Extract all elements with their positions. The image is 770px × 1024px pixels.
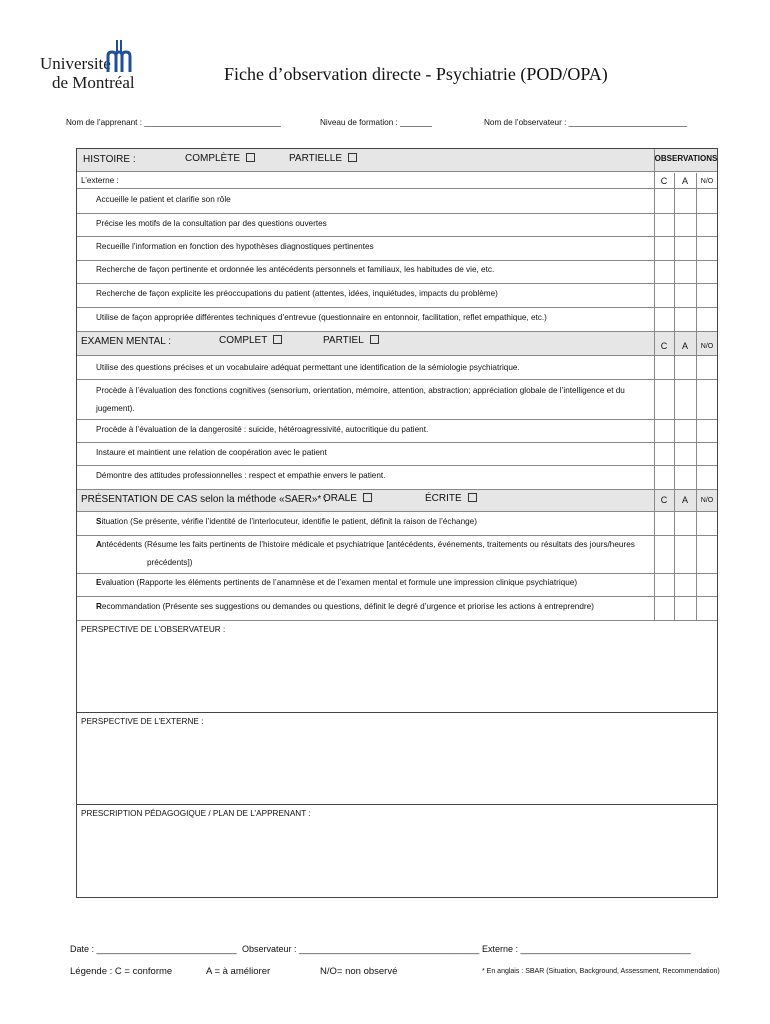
- saer-letter: R: [96, 602, 102, 611]
- col-c-label: C: [660, 341, 668, 351]
- histoire-complete-label: COMPLÈTE: [185, 153, 241, 164]
- saer-item-r: [96, 602, 594, 611]
- saer-footnote: * En anglais : SBAR (Situation, Background, Assessment, Recommendation): [482, 968, 720, 975]
- row-line: [77, 712, 717, 713]
- histoire-item: Précise les motifs de la consultation par des questions ouvertes: [96, 219, 327, 228]
- saer-item-e: [96, 578, 577, 587]
- checkbox-icon[interactable]: [363, 493, 372, 502]
- examen-complet-label: COMPLET: [219, 335, 268, 346]
- student-perspective-label: PERSPECTIVE DE L’EXTERNE :: [81, 717, 204, 726]
- saer-text: ituation (Se présente, vérifie l’identité de l’interlocuteur, identifie le patient, définit la raison de l’échange): [101, 517, 477, 526]
- row-line: [77, 307, 717, 308]
- saer-text: valuation (Rapporte les éléments pertinents de l’anamnèse et de l’examen mental et formule une impression clinique psychiatrique): [101, 578, 578, 587]
- examen-partiel-label: PARTIEL: [323, 335, 364, 346]
- logo-line2: de Montréal: [52, 73, 135, 92]
- histoire-item: Recherche de façon explicite les préoccupations du patient (attentes, idées, inquiétudes, impacts du problème): [96, 289, 498, 298]
- presentation-orale-option[interactable]: [323, 493, 372, 504]
- checkbox-icon[interactable]: [246, 153, 255, 162]
- row-line: [77, 489, 717, 490]
- row-line: [77, 596, 717, 597]
- prescription-label: PRESCRIPTION PÉDAGOGIQUE / PLAN DE L’APPRENANT :: [81, 809, 311, 818]
- examen-header-bg: [77, 331, 717, 355]
- row-line: [77, 188, 717, 189]
- checkbox-icon[interactable]: [273, 335, 282, 344]
- examen-item-cont: jugement).: [96, 404, 135, 413]
- saer-item-s: [96, 517, 477, 526]
- histoire-partielle-label: PARTIELLE: [289, 153, 342, 164]
- col-a-label: A: [681, 341, 688, 351]
- row-line: [77, 620, 717, 621]
- legend-ameliorer: A = à améliorer: [206, 966, 271, 977]
- col-na-label: N/O: [700, 178, 714, 185]
- checkbox-icon[interactable]: [370, 335, 379, 344]
- checkbox-icon[interactable]: [468, 493, 477, 502]
- footer-observer-field[interactable]: Observateur : ____________________________________: [242, 944, 480, 954]
- row-line: [77, 379, 717, 380]
- row-line: [77, 236, 717, 237]
- university-logo: [40, 40, 140, 100]
- examen-item: Procède à l’évaluation de la dangerosité : suicide, hétéroagressivité, autocritique du patient.: [96, 425, 429, 434]
- row-line: [77, 804, 717, 805]
- examen-item: Procède à l’évaluation des fonctions cognitives (sensorium, orientation, mémoire, attention, abstraction; appréciation globale de l’intelligence et du: [96, 386, 625, 395]
- examen-item: Démontre des attitudes professionnelles : respect et empathie envers le patient.: [96, 471, 386, 480]
- col-na-label: N/O: [700, 343, 714, 350]
- histoire-partielle-option[interactable]: [289, 153, 357, 164]
- row-line: [77, 442, 717, 443]
- histoire-item: Recherche de façon pertinente et ordonnée les antécédents personnels et familiaux, les habitudes de vie, etc.: [96, 265, 495, 274]
- histoire-header-bg: [77, 149, 717, 171]
- saer-letter: A: [96, 540, 102, 549]
- document-title: Fiche d’observation directe - Psychiatrie (POD/OPA): [224, 64, 608, 84]
- logo-line1: Université: [40, 54, 111, 73]
- prescription-area[interactable]: [77, 822, 717, 896]
- histoire-subhead: L’externe :: [81, 176, 119, 185]
- col-c-label: C: [660, 495, 668, 505]
- examen-item: Instaure et maintient une relation de coopération avec le patient: [96, 448, 327, 457]
- observation-table: [76, 148, 718, 898]
- row-line: [77, 465, 717, 466]
- examen-item: Utilise des questions précises et un vocabulaire adéquat permettant une identification de la sémiologie psychiatrique.: [96, 363, 520, 372]
- row-line: [77, 171, 717, 172]
- saer-item-a-cont: précédents]): [147, 558, 193, 567]
- presentation-title: PRÉSENTATION DE CAS selon la méthode «SAER»* :: [81, 494, 327, 505]
- row-line: [77, 283, 717, 284]
- footer-student-field[interactable]: Externe : __________________________________: [482, 944, 691, 954]
- student-perspective-area[interactable]: [77, 730, 717, 802]
- observer-perspective-area[interactable]: [77, 638, 717, 710]
- row-line: [77, 355, 717, 356]
- saer-text: ntécédents (Résume les faits pertinents de l’histoire médicale et psychiatrique [antécédents, événements, traitements ou résultats des jours/heures: [101, 540, 635, 549]
- checkbox-icon[interactable]: [348, 153, 357, 162]
- col-c-label: C: [660, 176, 668, 186]
- row-line: [77, 213, 717, 214]
- saer-letter: E: [96, 578, 102, 587]
- legend-conforme: Légende : C = conforme: [70, 966, 173, 977]
- saer-letter: S: [96, 517, 102, 526]
- row-line: [77, 573, 717, 574]
- col-divider-a-na: [696, 173, 697, 620]
- row-line: [77, 260, 717, 261]
- observations-heading: OBSERVATIONS: [654, 154, 718, 163]
- presentation-ecrite-label: ÉCRITE: [425, 493, 462, 504]
- row-line: [77, 511, 717, 512]
- col-na-label: N/O: [700, 497, 714, 504]
- examen-title: EXAMEN MENTAL :: [81, 336, 172, 347]
- training-level-field[interactable]: Niveau de formation : _______: [320, 118, 432, 127]
- presentation-orale-label: ORALE: [323, 493, 357, 504]
- col-divider-obs: [654, 149, 655, 620]
- col-divider-c-a: [674, 173, 675, 620]
- col-a-label: A: [681, 176, 688, 186]
- examen-partiel-option[interactable]: [323, 335, 379, 346]
- legend-non-observe: N/O= non observé: [320, 966, 398, 977]
- observer-perspective-label: PERSPECTIVE DE L’OBSERVATEUR :: [81, 625, 226, 634]
- presentation-ecrite-option[interactable]: [425, 493, 477, 504]
- histoire-complete-option[interactable]: [185, 153, 255, 164]
- row-line: [77, 419, 717, 420]
- histoire-item: Accueille le patient et clarifie son rôle: [96, 195, 231, 204]
- saer-item-a: [96, 540, 635, 549]
- learner-name-field[interactable]: Nom de l’apprenant : ______________________________: [66, 118, 281, 127]
- histoire-item: Utilise de façon appropriée différentes techniques d’entrevue (questionnaire en entonnoir, facilitation, reflet empathique, etc.): [96, 313, 547, 322]
- saer-text: ecommandation (Présente ses suggestions ou demandes ou questions, définit le degré d’urgence et priorise les actions à entreprendre): [101, 602, 594, 611]
- examen-complet-option[interactable]: [219, 335, 282, 346]
- histoire-item: Recueille l’information en fonction des hypothèses diagnostiques pertinentes: [96, 242, 374, 251]
- logo-emblem-icon: [106, 40, 132, 72]
- histoire-title: HISTOIRE :: [83, 154, 136, 165]
- row-line: [77, 331, 717, 332]
- row-line: [77, 535, 717, 536]
- observer-name-field[interactable]: Nom de l’observateur : __________________________: [484, 118, 688, 127]
- date-field[interactable]: Date : ____________________________: [70, 944, 237, 954]
- col-a-label: A: [681, 495, 688, 505]
